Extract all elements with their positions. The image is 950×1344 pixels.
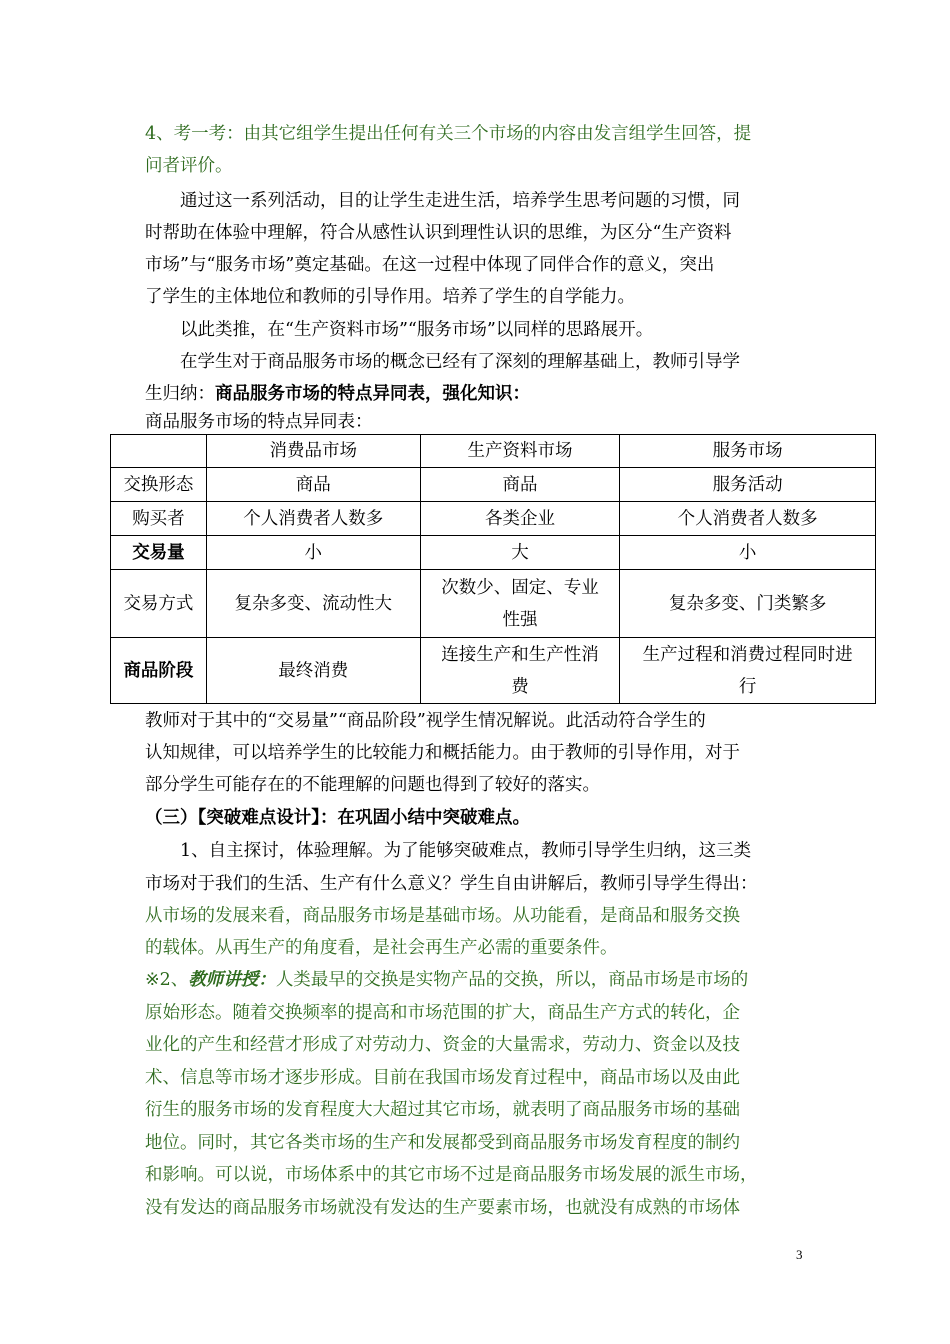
- table-cell: 各类企业: [420, 502, 620, 536]
- table-cell: 大: [420, 536, 620, 570]
- table-caption: 商品服务市场的特点异同表：: [145, 412, 373, 432]
- paragraph-line: 在学生对于商品服务市场的概念已经有了深刻的理解基础上，教师引导学: [180, 352, 740, 372]
- row-label: 商品阶段: [111, 638, 207, 704]
- cell-line: 费: [511, 676, 529, 697]
- table-cell: 最终消费: [206, 638, 420, 704]
- cell-line: 行: [738, 676, 757, 697]
- table-row: [111, 638, 876, 704]
- paragraph-line: 教师对于其中的“交易量”“商品阶段”视学生情况解说。此活动符合学生的: [145, 711, 706, 731]
- paragraph-line: 通过这一系列活动，目的让学生走进生活，培养学生思考问题的习惯，同: [180, 191, 740, 211]
- table-cell: 小: [206, 536, 420, 570]
- cell-line: 连接生产和生产性消: [441, 644, 599, 665]
- table-row: [111, 536, 876, 570]
- row-label: 购买者: [111, 502, 207, 536]
- table-row: [111, 570, 876, 638]
- paragraph-line: 4、考一考：由其它组学生提出任何有关三个市场的内容由发言组学生回答，提: [145, 124, 752, 144]
- table-header-cell: 生产资料市场: [420, 435, 620, 468]
- table-row: [111, 502, 876, 536]
- table-header-row: [111, 435, 876, 468]
- paragraph-line: 部分学生可能存在的不能理解的问题也得到了较好的落实。: [145, 775, 600, 795]
- section-heading: （三）【突破难点设计】：在巩固小结中突破难点。: [145, 808, 530, 828]
- paragraph-line: 以此类推，在“生产资料市场”“服务市场”以同样的思路展开。: [180, 320, 654, 340]
- table-cell: 小: [620, 536, 876, 570]
- paragraph-line: 衍生的服务市场的发育程度大大超过其它市场，就表明了商品服务市场的基础: [145, 1100, 740, 1120]
- table-cell: [111, 435, 207, 468]
- emphasis-text: 教师讲授：: [188, 970, 276, 990]
- cell-line: 性强: [502, 609, 538, 630]
- table-header-cell: 消费品市场: [206, 435, 420, 468]
- table-cell: 复杂多变、流动性大: [206, 570, 420, 638]
- paragraph-line: 时帮助在体验中理解，符合从感性认识到理性认识的思维，为区分“生产资料: [145, 223, 732, 243]
- paragraph-line: 和影响。可以说，市场体系中的其它市场不过是商品服务市场发展的派生市场，: [145, 1165, 758, 1185]
- row-label: 交易方式: [111, 570, 207, 638]
- paragraph-line: 了学生的主体地位和教师的引导作用。培养了学生的自学能力。: [145, 287, 635, 307]
- table-cell: 商品: [206, 468, 420, 502]
- paragraph-line: [145, 968, 825, 992]
- table-cell: 个人消费者人数多: [206, 502, 420, 536]
- paragraph-line: 市场对于我们的生活、生产有什么意义？学生自由讲解后，教师引导学生得出：: [145, 874, 758, 894]
- paragraph-line: 认知规律，可以培养学生的比较能力和概括能力。由于教师的引导作用，对于: [145, 743, 740, 763]
- table-cell: 商品: [420, 468, 620, 502]
- paragraph-line: 业化的产生和经营才形成了对劳动力、资金的大量需求，劳动力、资金以及技: [145, 1035, 740, 1055]
- inline-text: ※2、: [145, 970, 189, 990]
- row-label: 交易量: [111, 536, 207, 570]
- paragraph-line: 地位。同时，其它各类市场的生产和发展都受到商品服务市场发育程度的制约: [145, 1133, 740, 1153]
- paragraph-line: 术、信息等市场才逐步形成。目前在我国市场发育过程中，商品市场以及由此: [145, 1068, 740, 1088]
- comparison-table: [110, 434, 876, 704]
- paragraph-line: 市场”与“服务市场”奠定基础。在这一过程中体现了同伴合作的意义，突出: [145, 255, 715, 275]
- table-cell: 服务活动: [620, 468, 876, 502]
- row-label: 交换形态: [111, 468, 207, 502]
- table-cell: [420, 638, 620, 704]
- table-cell: 复杂多变、门类繁多: [620, 570, 876, 638]
- table-cell: 个人消费者人数多: [620, 502, 876, 536]
- paragraph-line: 问者评价。: [145, 156, 233, 176]
- inline-text: 人类最早的交换是实物产品的交换，所以，商品市场是市场的: [275, 970, 749, 990]
- table-row: [111, 468, 876, 502]
- table-header-cell: 服务市场: [620, 435, 876, 468]
- table-cell: [620, 638, 876, 704]
- paragraph-line: 原始形态。随着交换频率的提高和市场范围的扩大，商品生产方式的转化，企: [145, 1003, 740, 1023]
- cell-line: 生产过程和消费过程同时进: [642, 644, 853, 665]
- paragraph-line: [145, 382, 825, 406]
- paragraph-line: 的载体。从再生产的角度看，是社会再生产必需的重要条件。: [145, 938, 618, 958]
- cell-line: 次数少、固定、专业: [441, 577, 599, 598]
- page-number: 3: [796, 1247, 803, 1262]
- paragraph-line: 从市场的发展来看，商品服务市场是基础市场。从功能看，是商品和服务交换: [145, 906, 740, 926]
- paragraph-line: 1、自主探讨，体验理解。为了能够突破难点，教师引导学生归纳，这三类: [180, 841, 752, 861]
- inline-text: 生归纳：: [145, 384, 215, 404]
- table-cell: [420, 570, 620, 638]
- paragraph-line: 没有发达的商品服务市场就没有发达的生产要素市场，也就没有成熟的市场体: [145, 1198, 740, 1218]
- bold-text: 商品服务市场的特点异同表，强化知识：: [215, 384, 530, 404]
